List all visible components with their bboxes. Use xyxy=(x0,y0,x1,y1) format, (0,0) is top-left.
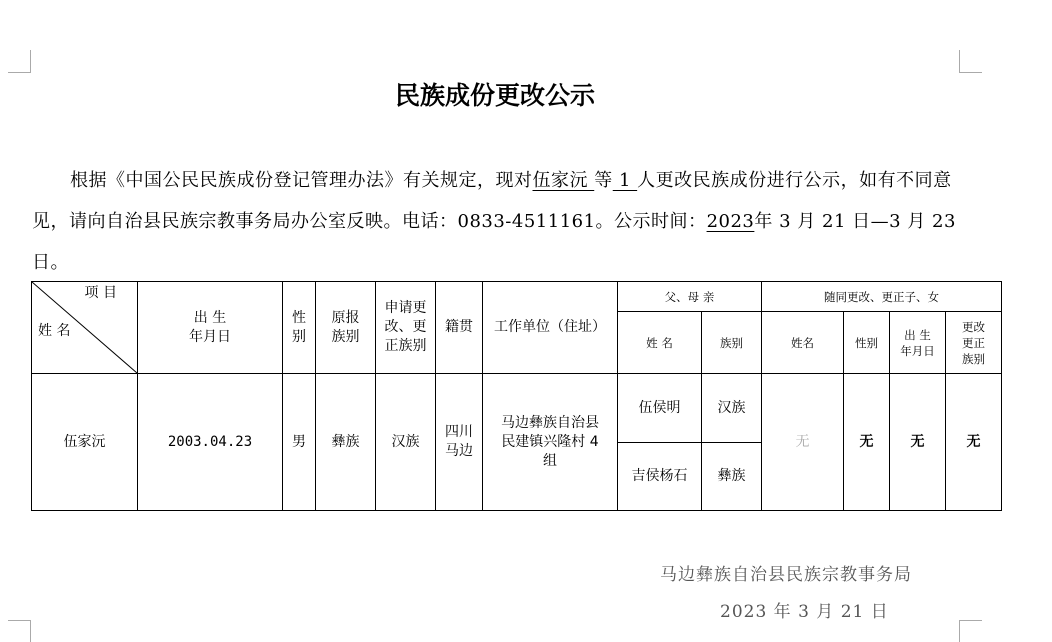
header-parent-ethnicity: 族别 xyxy=(702,312,762,374)
notice-paragraph xyxy=(32,160,967,283)
notice-text-1: 根据《中国公民民族成份登记管理办法》有关规定，现对 xyxy=(70,170,533,191)
cell-sex: 男 xyxy=(283,374,316,511)
cell-mother-name: 吉侯杨石 xyxy=(618,443,702,511)
notice-text-2: 等 xyxy=(594,170,613,191)
page-corner-mark-bottom-right xyxy=(959,620,982,642)
cell-father-name: 伍侯明 xyxy=(618,374,702,443)
header-origin: 籍贯 xyxy=(436,282,483,374)
header-child-sex: 性别 xyxy=(844,312,890,374)
signature-date: 2023 年 3 月 21 日 xyxy=(720,602,889,622)
header-original-ethnicity: 原报 族别 xyxy=(316,282,376,374)
notice-person: 伍家沅 xyxy=(532,170,595,191)
header-item: 项 目 xyxy=(84,285,117,301)
page-corner-mark-top-right xyxy=(959,50,982,73)
header-birth: 出 生 年月日 xyxy=(138,282,283,374)
header-child-name: 姓名 xyxy=(762,312,844,374)
header-children: 随同更改、更正子、女 xyxy=(762,282,1002,312)
signature-organization: 马边彝族自治县民族宗教事务局 xyxy=(660,565,912,585)
notice-year: 2023 xyxy=(706,211,755,232)
header-diagonal-cell xyxy=(32,282,138,374)
notice-count: 1 xyxy=(612,170,638,191)
cell-origin: 四川 马边 xyxy=(436,374,483,511)
cell-applied-ethnicity: 汉族 xyxy=(376,374,436,511)
header-work-unit: 工作单位（住址） xyxy=(483,282,618,374)
header-child-ethnicity: 更改 更正 族别 xyxy=(946,312,1002,374)
cell-mother-ethnicity: 彝族 xyxy=(702,443,762,511)
cell-original-ethnicity: 彝族 xyxy=(316,374,376,511)
header-parents: 父、母 亲 xyxy=(618,282,762,312)
cell-father-ethnicity: 汉族 xyxy=(702,374,762,443)
cell-child-ethnicity: 无 xyxy=(946,374,1002,511)
cell-birth: 2003.04.23 xyxy=(138,374,283,511)
cell-work-unit: 马边彝族自治县 民建镇兴隆村 4 组 xyxy=(483,374,618,511)
header-parent-name: 姓 名 xyxy=(618,312,702,374)
cell-child-sex: 无 xyxy=(844,374,890,511)
header-sex: 性 别 xyxy=(283,282,316,374)
document-title: 民族成份更改公示 xyxy=(394,81,595,110)
page-corner-mark-bottom-left xyxy=(8,620,31,642)
header-name: 姓 名 xyxy=(38,323,71,339)
cell-child-name: 无 xyxy=(762,374,844,511)
page-corner-mark-top-left xyxy=(8,50,31,73)
notice-text-3: 人更改民族成份进行公示，如有不同意见，请向自治县民族宗教事务局办公室反映。电话：0833-4511161。公示时间： xyxy=(32,170,952,232)
header-child-birth: 出 生 年月日 xyxy=(890,312,946,374)
notice-text-4: 年 3 月 21 日—3 月 23 日。 xyxy=(32,211,956,273)
cell-child-birth: 无 xyxy=(890,374,946,511)
header-applied-ethnicity: 申请更 改、更 正族别 xyxy=(376,282,436,374)
cell-name: 伍家沅 xyxy=(32,374,138,511)
ethnicity-change-table xyxy=(31,281,1002,511)
